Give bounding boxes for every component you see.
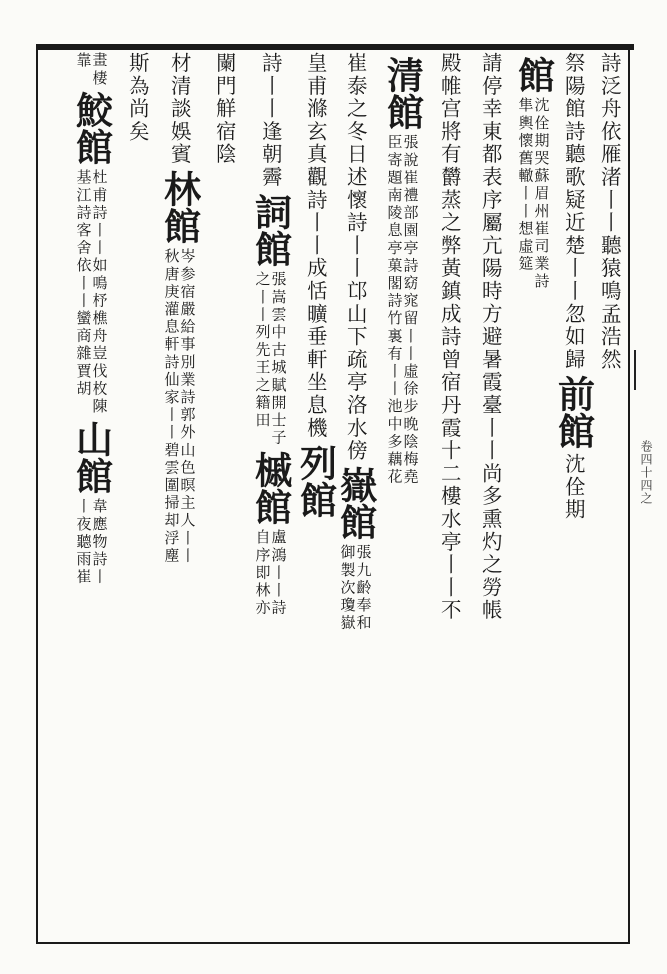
text-column-1 (592, 52, 626, 371)
entry-heading: 清館 (380, 56, 425, 130)
annotation-line: 基江詩客舍依丨丨蠻商雜賈胡 (74, 169, 93, 399)
annotation-line: 自序即林亦 (253, 528, 272, 617)
text-column-9 (248, 52, 293, 617)
annotation-line: 韋應物詩丨 (90, 497, 109, 586)
annotation-line: 張嵩雲中古城賦開士子 (269, 270, 288, 447)
entry-heading: 列館 (293, 443, 338, 518)
body-text: 皇甫滌玄真觀詩丨丨成恬曠垂軒坐息機 (303, 52, 328, 440)
text-column-3 (511, 52, 556, 291)
text-column-10 (207, 52, 241, 166)
annotation-line: 沈佺期哭蘇眉州崔司業詩 (532, 97, 551, 291)
page-edge (632, 60, 664, 960)
text-column-7 (333, 52, 378, 633)
text-column-5 (432, 52, 466, 622)
entry-heading: 前館 (551, 375, 596, 450)
text-column-11 (157, 52, 202, 565)
annotation-line: 御製次瓊嶽 (338, 544, 357, 633)
body-text: 請停幸東都表序屬亢陽時方避暑霞臺丨丨尚多熏灼之勞帳 (478, 52, 503, 622)
annotation-note (255, 529, 286, 617)
annotation-note (164, 248, 195, 565)
annotation-line: 秋唐庚灌息軒詩仙家丨丨碧雲圍掃却浮塵 (162, 248, 181, 565)
annotation-note (76, 169, 107, 415)
text-column-4 (473, 52, 507, 622)
body-text: 祭陽館詩聽歌疑近楚丨丨忽如歸 (561, 52, 586, 372)
body-text: 斯為尚矣 (125, 52, 150, 144)
body-text: 殿帷宫將有欝蒸之弊黃鎮成詩曾宿丹霞十二樓水亭丨丨不 (437, 52, 462, 622)
annotation-line: 杜甫詩丨丨如鳴杼樵舟豈伐枚陳 (90, 169, 109, 416)
body-text: 沈佺期 (561, 453, 586, 522)
body-text: 崔泰之冬日述懷詩丨丨邙山下疏亭洛水傍 (343, 52, 368, 463)
margin-note: 卷四十四之 (639, 440, 653, 505)
text-column-2 (551, 52, 596, 522)
annotation-line: 丨夜聽雨崔 (74, 497, 93, 586)
annotation-line: 隼輿懷舊轍丨丨想虛筵 (516, 97, 535, 273)
annotation-line: 張說崔禮部園亭詩窈窕留丨丨虛徐步晚陰梅堯 (401, 134, 420, 486)
annotation-line: 之丨丨列先王之籍田 (253, 270, 272, 430)
edge-bracket-mark (634, 350, 652, 390)
text-column-6 (380, 52, 425, 486)
entry-heading: 館 (511, 56, 556, 93)
text-column-8 (293, 52, 338, 522)
entry-heading: 林館 (157, 170, 202, 244)
annotation-line: 岑参宿嚴給事別業詩郭外山色暝主人丨丨 (178, 248, 197, 565)
annotation-line: 臣寄題南陵息亭菓閣詩竹裏有丨丨池中多藕花 (385, 134, 404, 486)
body-text: 詩丨丨逢朝霽 (258, 52, 283, 189)
text-column-13 (69, 52, 114, 586)
text-column-12 (120, 52, 154, 143)
annotation-note (387, 134, 418, 486)
annotation-line: 畫棲 (90, 52, 109, 88)
body-text: 材清談娛賓 (167, 52, 192, 166)
annotation-line: 張九齡奉和 (354, 544, 373, 633)
annotation-line: 靠 (74, 52, 93, 70)
entry-heading: 槭館 (248, 450, 293, 525)
annotation-note (340, 544, 371, 632)
annotation-line: 盧鴻丨丨詩 (269, 528, 288, 617)
entry-heading: 嶽館 (333, 466, 378, 541)
body-text: 詩泛舟依雁渚丨丨聽猿鳴孟浩然 (597, 52, 622, 372)
top-border-rule (36, 44, 634, 50)
annotation-note (518, 97, 549, 291)
annotation-note (76, 498, 107, 586)
entry-heading: 詞館 (248, 192, 293, 267)
annotation-note (76, 52, 107, 87)
annotation-note (255, 271, 286, 447)
entry-heading: 鮫館 (69, 91, 114, 166)
entry-heading: 山館 (69, 419, 114, 494)
body-text: 闌門觧宿陰 (212, 52, 237, 166)
